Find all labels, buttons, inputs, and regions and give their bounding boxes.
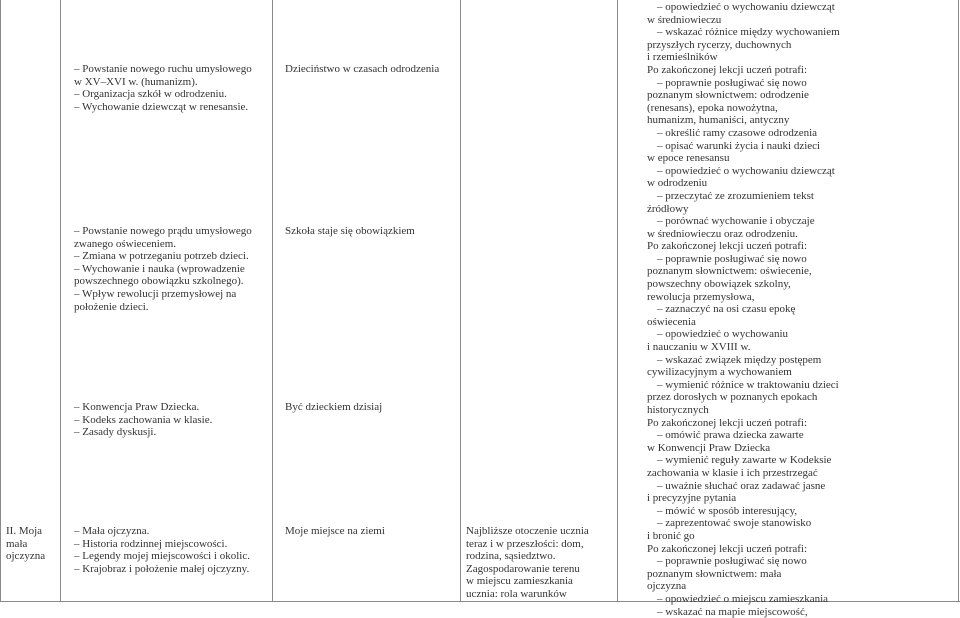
outcome-line: – omówić prawa dziecka zawarte — [647, 429, 840, 442]
topic-item: – Organizacja szkół w odrodzeniu. — [66, 88, 252, 101]
outcome-line: źródłowy — [647, 203, 840, 216]
topic-item: – Legendy mojej miejscowości i okolic. — [66, 550, 250, 563]
outcome-line: poznanym słownictwem: mała — [647, 568, 840, 581]
outcome-line: – porównać wychowanie i obyczaje — [647, 215, 840, 228]
outcome-line: – poprawnie posługiwać się nowo — [647, 253, 840, 266]
outcome-line: Po zakończonej lekcji uczeń potrafi: — [647, 64, 840, 77]
outcome-line: i precyzyjne pytania — [647, 492, 840, 505]
outcome-line: – opowiedzieć o wychowaniu — [647, 328, 840, 341]
outcome-line: w średniowieczu oraz odrodzeniu. — [647, 228, 840, 241]
topic-item: zwanego oświeceniem. — [66, 238, 252, 251]
outcome-line: ojczyzna — [647, 580, 840, 593]
outcome-line: – uważnie słuchać oraz zadawać jasne — [647, 480, 840, 493]
outcome-line: – opowiedzieć o wychowaniu dziewcząt — [647, 1, 840, 14]
topic-item: położenie dzieci. — [66, 301, 252, 314]
outcome-line: i rzemieślników — [647, 51, 840, 64]
outcome-line: – wskazać różnice między wychowaniem — [647, 26, 840, 39]
topic-item: – Kodeks zachowania w klasie. — [66, 414, 212, 427]
outcome-line: – opowiedzieć o wychowaniu dziewcząt — [647, 165, 840, 178]
outcome-line: humanizm, humaniści, antyczny — [647, 114, 840, 127]
topic-item: powszechnego obowiązku szkolnego). — [66, 275, 252, 288]
row1-lesson-title: Dzieciństwo w czasach odrodzenia — [285, 63, 439, 76]
topic-item: – Wpływ rewolucji przemysłowej na — [66, 288, 252, 301]
outcome-line: Po zakończonej lekcji uczeń potrafi: — [647, 417, 840, 430]
column-divider-1 — [60, 0, 61, 602]
outcome-line: i bronić go — [647, 530, 840, 543]
table-border-left — [0, 0, 1, 602]
outcome-line: – zaprezentować swoje stanowisko — [647, 517, 840, 530]
topic-item: – Zasady dyskusji. — [66, 426, 212, 439]
table-border-right — [958, 0, 959, 602]
topic-item: – Zmiana w potrzeganiu potrzeb dzieci. — [66, 250, 252, 263]
outcome-line: zachowania w klasie i ich przestrzegać — [647, 467, 840, 480]
row2-lesson-title: Szkoła staje się obowiązkiem — [285, 225, 415, 238]
outcome-line: w Konwencji Praw Dziecka — [647, 442, 840, 455]
outcome-line: oświecenia — [647, 316, 840, 329]
outcome-line: – opisać warunki życia i nauki dzieci — [647, 140, 840, 153]
topic-item: – Powstanie nowego prądu umysłowego — [66, 225, 252, 238]
topic-item: – Wychowanie i nauka (wprowadzenie — [66, 263, 252, 276]
outcome-line: – zaznaczyć na osi czasu epokę — [647, 303, 840, 316]
outcome-line: rewolucja przemysłowa, — [647, 291, 840, 304]
row3-topics — [66, 401, 212, 439]
topic-item: – Krajobraz i położenie małej ojczyzny. — [66, 563, 250, 576]
outcome-line: historycznych — [647, 404, 840, 417]
column-divider-4 — [617, 0, 618, 602]
row2-topics — [66, 225, 252, 313]
column-divider-3 — [460, 0, 461, 602]
row4-topics — [66, 525, 250, 575]
outcome-line: – poprawnie posługiwać się nowo — [647, 555, 840, 568]
row3-lesson-title: Być dzieckiem dzisiaj — [285, 401, 382, 414]
outcome-line: i nauczaniu w XVIII w. — [647, 341, 840, 354]
outcome-line: Po zakończonej lekcji uczeń potrafi: — [647, 240, 840, 253]
outcome-line: – wymienić reguły zawarte w Kodeksie — [647, 454, 840, 467]
learning-outcomes — [647, 1, 840, 618]
outcome-line: – wskazać na mapie miejscowość, — [647, 606, 840, 618]
outcome-line: – mówić w sposób interesujący, — [647, 505, 840, 518]
outcome-line: poznanym słownictwem: oświecenie, — [647, 265, 840, 278]
outcome-line: w odrodzeniu — [647, 177, 840, 190]
topic-item: – Konwencja Praw Dziecka. — [66, 401, 212, 414]
row4-content: Najbliższe otoczenie ucznia teraz i w przeszłości: dom, rodzina, sąsiedztwo. Zagospodarowanie terenu w miejscu zamieszkania ucznia: rola warunków — [466, 525, 589, 601]
outcome-line: – określić ramy czasowe odrodzenia — [647, 127, 840, 140]
row4-lesson-title: Moje miejsce na ziemi — [285, 525, 385, 538]
outcome-line: w średniowieczu — [647, 14, 840, 27]
topic-item: – Powstanie nowego ruchu umysłowego — [66, 63, 252, 76]
outcome-line: cywilizacyjnym a wychowaniem — [647, 366, 840, 379]
outcome-line: Po zakończonej lekcji uczeń potrafi: — [647, 543, 840, 556]
outcome-line: – przeczytać ze zrozumieniem tekst — [647, 190, 840, 203]
topic-item: – Historia rodzinnej miejscowości. — [66, 538, 250, 551]
topic-item: – Wychowanie dziewcząt w renesansie. — [66, 101, 252, 114]
outcome-line: – poprawnie posługiwać się nowo — [647, 77, 840, 90]
outcome-line: poznanym słownictwem: odrodzenie — [647, 89, 840, 102]
outcome-line: w epoce renesansu — [647, 152, 840, 165]
outcome-line: przyszłych rycerzy, duchownych — [647, 39, 840, 52]
outcome-line: – opowiedzieć o miejscu zamieszkania — [647, 593, 840, 606]
outcome-line: (renesans), epoka nowożytna, — [647, 102, 840, 115]
row4-section-title: II. Moja mała ojczyzna — [6, 525, 45, 563]
outcome-line: – wskazać związek między postępem — [647, 354, 840, 367]
topic-item: w XV–XVI w. (humanizm). — [66, 76, 252, 89]
column-divider-2 — [272, 0, 273, 602]
outcome-line: powszechny obowiązek szkolny, — [647, 278, 840, 291]
row1-topics — [66, 63, 252, 113]
outcome-line: – wymienić różnice w traktowaniu dzieci — [647, 379, 840, 392]
outcome-line: przez dorosłych w poznanych epokach — [647, 391, 840, 404]
topic-item: – Mała ojczyzna. — [66, 525, 250, 538]
